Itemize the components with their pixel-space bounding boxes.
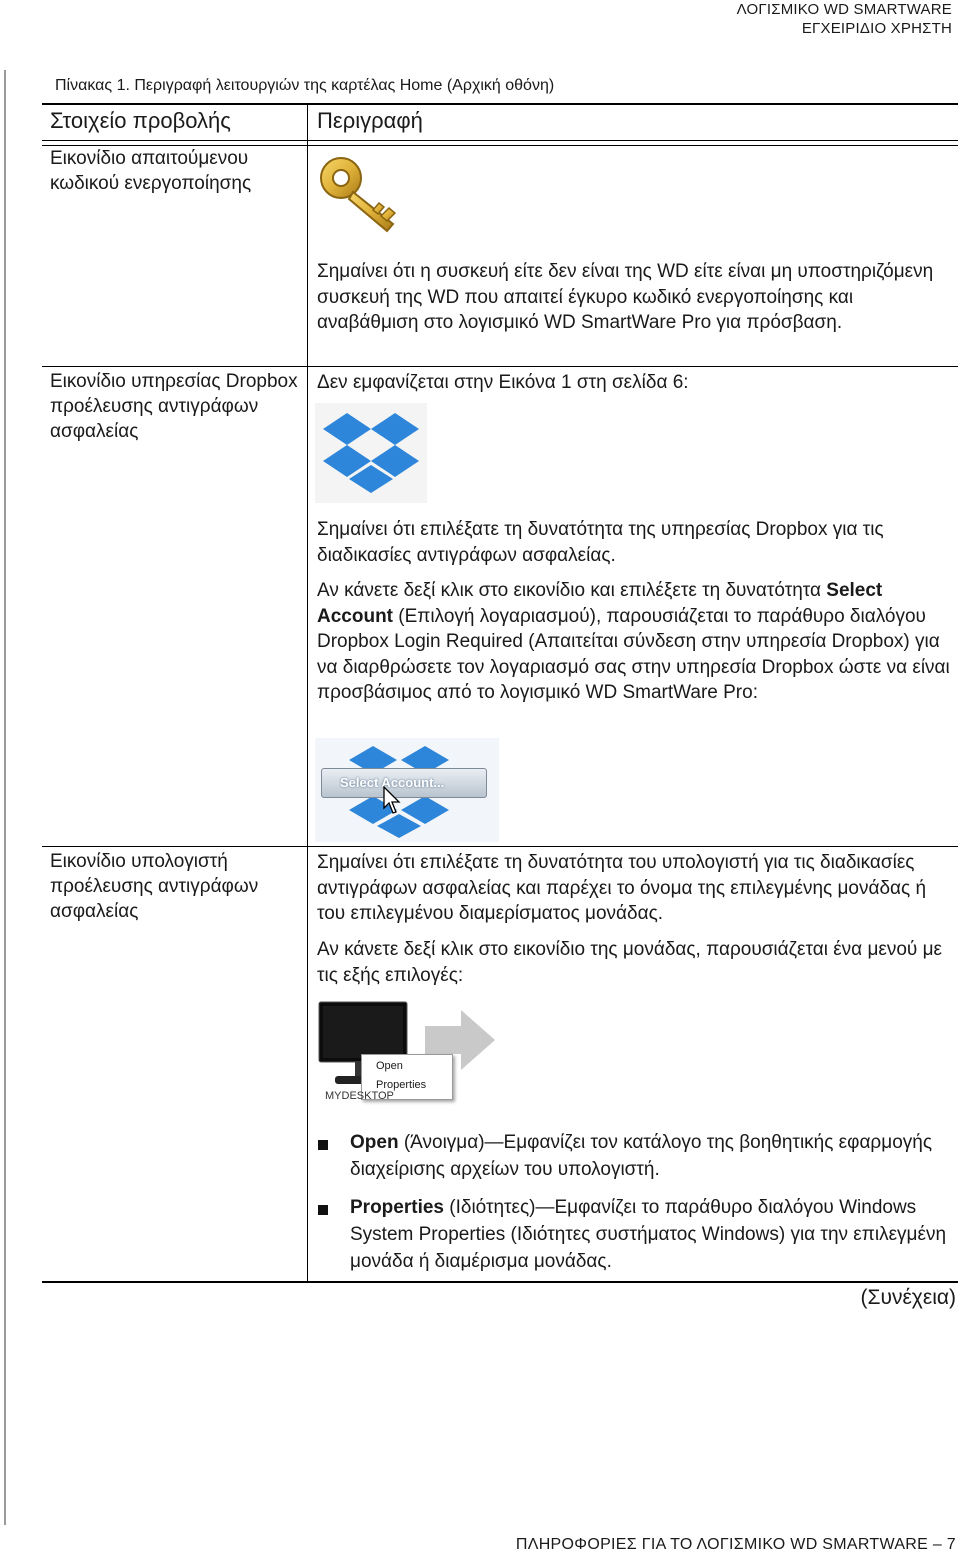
bullet-open-text: (Άνοιγμα)—Εμφανίζει τον κατάλογο της βοηθητικής εφαρμογής διαχείρισης αρχείων του υπολογιστή.	[350, 1132, 932, 1180]
running-header	[737, 0, 952, 38]
computer-description: Σημαίνει ότι επιλέξατε τη δυνατότητα του υπολογιστή για τις διαδικασίες αντιγράφων ασφαλείας και παρέχει το όνομα της επιλεγμένης μονάδας ή του επιλεγμένου διαμερίσματος μονάδας.	[317, 852, 927, 924]
activation-code-description: Σημαίνει ότι η συσκευή είτε δεν είναι της WD είτε είναι μη υποστηριζόμενη συσκευή της WD που απαιτεί έγκυρο κωδικό ενεργοποίησης και αναβάθμιση στο λογισμικό WD SmartWare Pro για πρόσβαση.	[317, 261, 934, 333]
table-bottom-rule	[42, 1281, 958, 1283]
dropbox-description: Σημαίνει ότι επιλέξατε τη δυνατότητα της υπηρεσίας Dropbox για τις διαδικασίες αντιγράφων ασφαλείας.	[317, 519, 884, 566]
dropbox-right-click-text	[317, 578, 957, 706]
header-rule	[42, 140, 958, 141]
table-caption: Πίνακας 1. Περιγραφή λειτουργιών της καρτέλας Home (Αρχική οθόνη)	[55, 77, 555, 94]
select-account-button[interactable]: Select Account...	[321, 768, 487, 798]
column-header-description: Περιγραφή	[317, 108, 423, 133]
mouse-cursor-icon	[383, 786, 403, 816]
row-label-computer: Εικονίδιο υπολογιστή προέλευσης αντιγράφων ασφαλείας	[50, 851, 259, 922]
select-account-term: Select Account	[317, 580, 883, 627]
context-menu-properties[interactable]: Properties	[376, 1079, 427, 1091]
right-click-text-start: Αν κάνετε δεξί κλικ στο εικονίδιο και επιλέξετε τη δυνατότητα	[317, 580, 827, 601]
select-account-screenshot	[315, 738, 499, 842]
bullet-properties	[350, 1194, 958, 1275]
left-margin-rule	[4, 70, 6, 1525]
header-line-2: ΕΓΧΕΙΡΙΔΙΟ ΧΡΗΣΤΗ	[801, 20, 952, 37]
bullet-open	[350, 1129, 958, 1183]
page-footer: ΠΛΗΡΟΦΟΡΙΕΣ ΓΙΑ ΤΟ ΛΟΓΙΣΜΙΚΟ WD SMARTWARE – 7	[515, 1536, 956, 1553]
row-rule-1	[42, 366, 958, 367]
bullet-properties-text: (Ιδιότητες)—Εμφανίζει το παράθυρο διαλόγου Windows System Properties (Ιδιότητες συστήματος Windows) για την επιλεγμένη μονάδα ή διαμέρισμα μονάδας.	[350, 1197, 947, 1272]
bullet-marker	[318, 1140, 328, 1150]
computer-right-click-text: Αν κάνετε δεξί κλικ στο εικονίδιο της μονάδας, παρουσιάζεται ένα μενού με τις εξής επιλογές:	[317, 939, 943, 986]
key-icon	[315, 150, 407, 238]
column-header-item: Στοιχείο προβολής	[50, 108, 231, 133]
drive-name-label: MYDESKTOP	[325, 1090, 394, 1102]
row-label-dropbox: Εικονίδιο υπηρεσίας Dropbox προέλευσης αντιγράφων ασφαλείας	[50, 371, 298, 442]
right-click-text-end: (Επιλογή λογαριασμού), παρουσιάζεται το παράθυρο διαλόγου Dropbox Login Required (Απαιτείται σύνδεση στην υπηρεσία Dropbox) για να διαρθρώσετε τον λογαριασμό σας στην υπηρεσία Dropbox ώστε να είναι προσβάσιμος από το λογισμικό WD SmartWare Pro:	[317, 605, 950, 703]
context-menu-open[interactable]: Open	[376, 1060, 403, 1072]
bullet-open-term: Open	[350, 1132, 399, 1153]
continued-label: (Συνέχεια)	[860, 1286, 956, 1309]
row-rule-2	[42, 846, 958, 847]
header-line-1: ΛΟΓΙΣΜΙΚΟ WD SMARTWARE	[736, 1, 952, 18]
dropbox-not-shown-note: Δεν εμφανίζεται στην Εικόνα 1 στη σελίδα 6:	[317, 372, 689, 393]
dropbox-icon	[315, 403, 427, 503]
column-divider	[307, 103, 308, 1283]
row-label-activation-code: Εικονίδιο απαιτούμενου κωδικού ενεργοποίησης	[50, 148, 252, 194]
table-top-rule	[42, 103, 958, 105]
bullet-properties-term: Properties	[350, 1197, 444, 1218]
bullet-marker	[318, 1205, 328, 1215]
computer-menu-screenshot	[315, 1000, 503, 1106]
